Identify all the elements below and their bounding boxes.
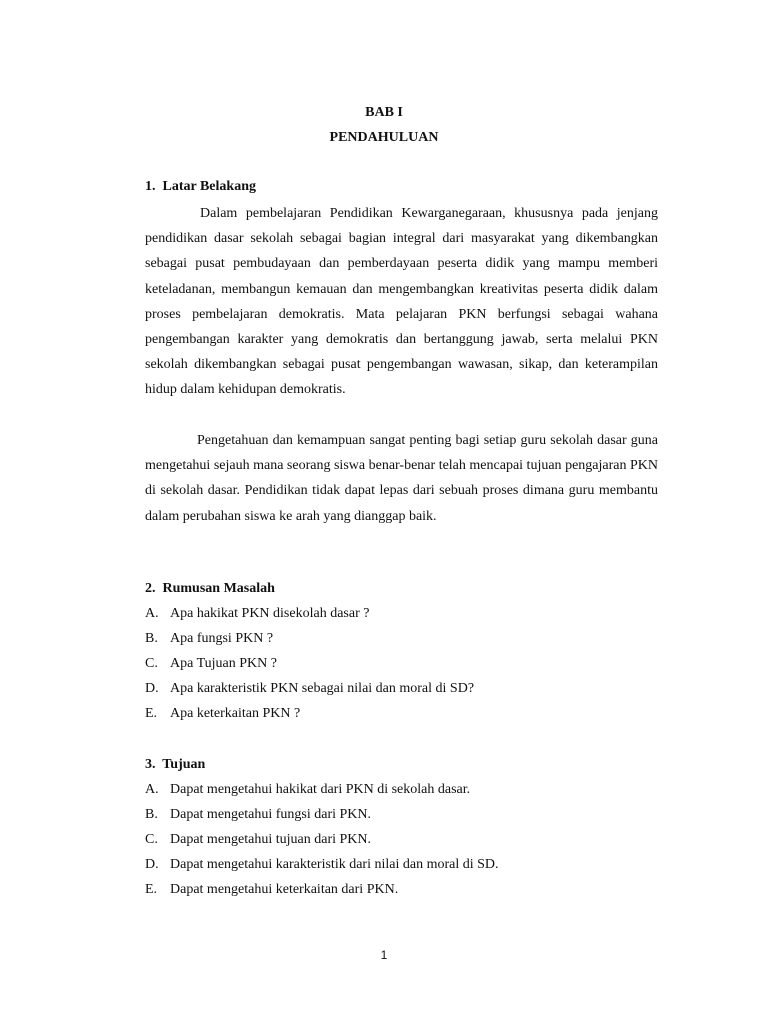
section-heading-latar-belakang: 1. Latar Belakang (145, 179, 256, 194)
list-text: Apa Tujuan PKN ? (170, 656, 277, 671)
list-marker: D. (145, 681, 159, 696)
list-marker: A. (145, 606, 159, 621)
list-text: Apa karakteristik PKN sebagai nilai dan moral di SD? (170, 681, 475, 696)
list-text: Dapat mengetahui karakteristik dari nilai dan moral di SD. (170, 857, 499, 872)
list-text: Dapat mengetahui keterkaitan dari PKN. (170, 882, 399, 897)
list-item (145, 656, 277, 672)
list-item (145, 681, 474, 697)
paragraph: Dalam pembelajaran Pendidikan Kewarganegaraan, khususnya pada jenjang pendidikan dasar sekolah sebagai bagian integral dari masyarakat yang dikembangkan sebagai pusat pembudayaan dan pemberdayaan peserta didik yang mampu memberi keteladanan, membangun kemauan dan mengembangkan kreativitas peserta didik dalam proses pembelajaran demokratis. Mata pelajaran PKN berfungsi sebagai wahana pengembangan karakter yang demokratis dan bertanggung jawab, serta melalui PKN sekolah dikembangkan sebagai pusat pengembangan wawasan, sikap, dan keterampilan hidup dalam kehidupan demokratis. (145, 206, 658, 398)
list-item (145, 606, 369, 622)
list-marker: C. (145, 832, 158, 847)
list-text: Apa fungsi PKN ? (170, 631, 274, 646)
list-marker: E. (145, 882, 158, 897)
chapter-title: PENDAHULUAN (329, 130, 439, 145)
list-item (145, 782, 470, 798)
list-text: Dapat mengetahui fungsi dari PKN. (170, 807, 372, 822)
list-marker: B. (145, 807, 158, 822)
list-item (145, 631, 273, 647)
list-item (145, 807, 371, 823)
list-marker: D. (145, 857, 159, 872)
list-marker: A. (145, 782, 159, 797)
list-text: Apa hakikat PKN disekolah dasar ? (170, 606, 370, 621)
page-number: 1 (380, 948, 388, 962)
list-text: Dapat mengetahui hakikat dari PKN di sekolah dasar. (170, 782, 471, 797)
list-item (145, 706, 300, 722)
list-item (145, 857, 499, 873)
section-heading-tujuan: 3. Tujuan (145, 757, 206, 772)
list-item (145, 832, 371, 848)
list-text: Dapat mengetahui tujuan dari PKN. (170, 832, 372, 847)
list-marker: C. (145, 656, 158, 671)
chapter-number: BAB I (365, 105, 403, 120)
list-text: Apa keterkaitan PKN ? (170, 706, 301, 721)
section-heading-rumusan-masalah: 2. Rumusan Masalah (145, 581, 275, 596)
list-marker: E. (145, 706, 158, 721)
list-item (145, 882, 398, 898)
paragraph: Pengetahuan dan kemampuan sangat penting bagi setiap guru sekolah dasar guna mengetahui sejauh mana seorang siswa benar-benar telah mencapai tujuan pengajaran PKN di sekolah dasar. Pendidikan tidak dapat lepas dari sebuah proses dimana guru membantu dalam perubahan siswa ke arah yang dianggap baik. (145, 433, 658, 524)
list-marker: B. (145, 631, 158, 646)
